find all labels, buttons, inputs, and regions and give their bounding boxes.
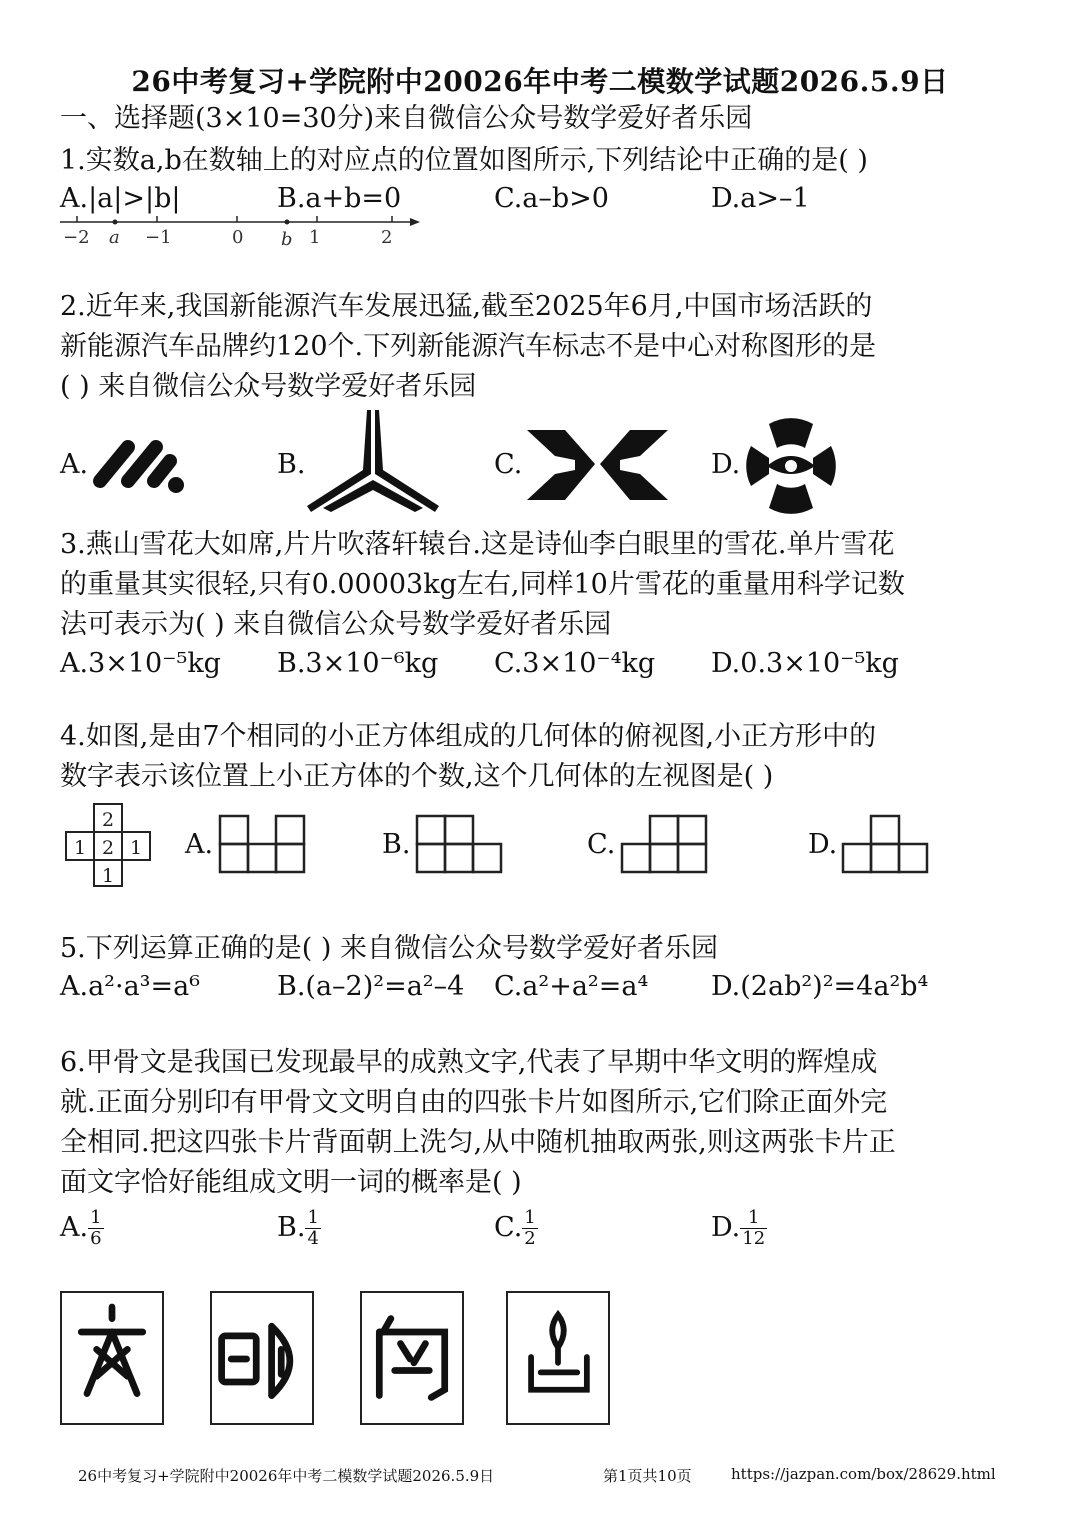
- top-view-grid: [62, 802, 154, 888]
- question-6-line3: 全相同.把这四张卡片背面朝上洗匀,从中随机抽取两张,则这两张卡片正: [60, 1127, 896, 1158]
- question-3-line3: 法可表示为( ) 来自微信公众号数学爱好者乐园: [60, 609, 612, 640]
- question-2-line2: 新能源汽车品牌约120个.下列新能源汽车标志不是中心对称图形的是: [60, 331, 877, 362]
- question-6-line1: 6.甲骨文是我国已发现最早的成熟文字,代表了早期中华文明的辉煌成: [60, 1047, 878, 1078]
- q4-view-b: [415, 814, 505, 876]
- tick-label: 1: [309, 227, 321, 248]
- question-1-stem: 1.实数a,b在数轴上的对应点的位置如图所示,下列结论中正确的是( ): [60, 145, 868, 176]
- q4-view-c: [620, 814, 710, 876]
- q6-option-b: B. $\frac{1}{4}$: [277, 1207, 319, 1249]
- q1-option-d: D.a>–1: [711, 183, 810, 214]
- q6-option-c: C. $\frac{1}{2}$: [494, 1207, 536, 1249]
- oracle-wen-icon: [62, 1293, 162, 1423]
- q2-label-b: B.: [277, 449, 306, 480]
- q2-label-d: D.: [711, 449, 741, 480]
- question-2-line3: ( ) 来自微信公众号数学爱好者乐园: [60, 371, 477, 402]
- question-3-line2: 的重量其实很轻,只有0.00003kg左右,同样10片雪花的重量用科学记数: [60, 569, 905, 600]
- logo-d-emblem-icon: [745, 418, 837, 514]
- question-3-line1: 3.燕山雪花大如席,片片吹落轩辕台.这是诗仙李白眼里的雪花.单片雪花: [60, 529, 895, 560]
- q4-label-c: C.: [587, 829, 616, 860]
- oracle-card-zi: [360, 1291, 464, 1425]
- q5-option-d: D.(2ab²)²=4a²b⁴: [711, 971, 929, 1002]
- q3-option-c: C.3×10⁻⁴kg: [494, 648, 656, 679]
- q1-option-b: B.a+b=0: [277, 183, 402, 214]
- q6-option-a: A. $\frac{1}{6}$: [60, 1207, 102, 1249]
- question-2-line1: 2.近年来,我国新能源汽车发展迅猛,截至2025年6月,中国市场活跃的: [60, 291, 873, 322]
- logo-c-bowtie-icon: [525, 428, 670, 503]
- tick-label: b: [281, 229, 293, 250]
- tick-label: −2: [63, 227, 90, 248]
- q4-label-d: D.: [808, 829, 838, 860]
- q3-option-b: B.3×10⁻⁶kg: [277, 648, 439, 679]
- logo-a-slashes-icon: [90, 433, 190, 498]
- q2-label-c: C.: [494, 449, 523, 480]
- footer-title: 26中考复习+学院附中20026年中考二模数学试题2026.5.9日: [78, 1467, 495, 1485]
- q4-label-b: B.: [382, 829, 411, 860]
- oracle-ming-icon: [212, 1293, 312, 1423]
- q4-label-a: A.: [185, 829, 214, 860]
- question-4-line1: 4.如图,是由7个相同的小正方体组成的几何体的俯视图,小正方形中的: [60, 721, 877, 752]
- grid-number: 1: [73, 837, 87, 859]
- page-title: 26中考复习+学院附中20026年中考二模数学试题2026.5.9日: [131, 65, 949, 98]
- q6-option-d: D. $\frac{1}{12}$: [711, 1207, 766, 1249]
- question-6-line2: 就.正面分别印有甲骨文文明自由的四张卡片如图所示,它们除正面外完: [60, 1087, 888, 1118]
- oracle-you-icon: [508, 1293, 608, 1423]
- q3-option-a: A.3×10⁻⁵kg: [60, 648, 221, 679]
- grid-number: 1: [129, 837, 143, 859]
- grid-number: 2: [101, 837, 115, 859]
- footer-page-number: 第1页共10页: [603, 1467, 692, 1485]
- oracle-zi-icon: [362, 1293, 462, 1423]
- footer-url[interactable]: https://jazpan.com/box/28629.html: [731, 1465, 996, 1483]
- logo-b-tripod-icon: [305, 410, 440, 520]
- tick-label: a: [109, 227, 120, 248]
- tick-label: −1: [145, 227, 172, 248]
- q4-view-a: [218, 814, 308, 876]
- oracle-card-ming: [210, 1291, 314, 1425]
- question-5-stem: 5.下列运算正确的是( ) 来自微信公众号数学爱好者乐园: [60, 933, 718, 964]
- q1-option-a: A.|a|>|b|: [60, 183, 181, 214]
- q2-label-a: A.: [60, 449, 89, 480]
- q5-option-b: B.(a–2)²=a²–4: [277, 971, 465, 1002]
- number-line: [55, 212, 425, 252]
- section-heading: 一、选择题(3×10=30分)来自微信公众号数学爱好者乐园: [60, 103, 753, 134]
- oracle-card-you: [506, 1291, 610, 1425]
- q5-option-c: C.a²+a²=a⁴: [494, 971, 649, 1002]
- grid-number: 1: [101, 865, 115, 887]
- tick-label: 2: [381, 227, 393, 248]
- oracle-card-wen: [60, 1291, 164, 1425]
- q3-option-d: D.0.3×10⁻⁵kg: [711, 648, 899, 679]
- q1-option-c: C.a–b>0: [494, 183, 609, 214]
- question-6-line4: 面文字恰好能组成文明一词的概率是( ): [60, 1167, 522, 1198]
- question-4-line2: 数字表示该位置上小正方体的个数,这个几何体的左视图是( ): [60, 761, 774, 792]
- tick-label: 0: [232, 227, 244, 248]
- q4-view-d: [841, 814, 931, 876]
- q5-option-a: A.a²·a³=a⁶: [60, 971, 201, 1002]
- grid-number: 2: [101, 809, 115, 831]
